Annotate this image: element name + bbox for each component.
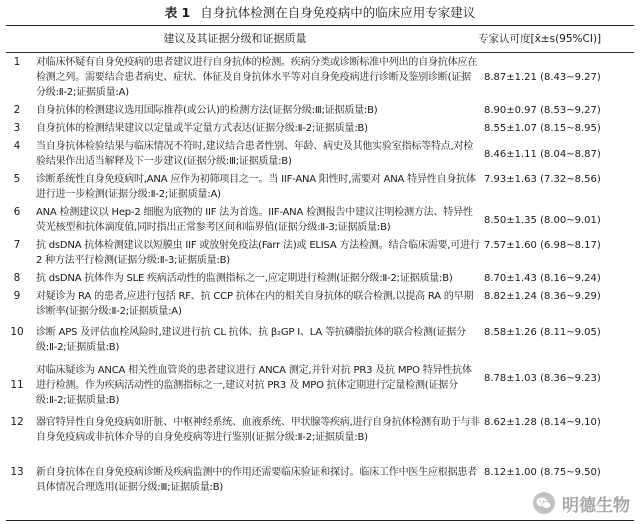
row-recommendation: ANA 检测建议以 Hep-2 细胞为底物的 IIF 法为首选。IIF-ANA 检测报告中建议注明检测方法、特异性荧光核型和抗体滴度值,同时指出正常参考区间和临界值(证据分级:Ⅱ-3;证据质量:B) xyxy=(36,207,473,233)
row-number: 11 xyxy=(10,379,24,391)
row-recommendation: 当自身抗体检验结果与临床情况不符时,建议结合患者性别、年龄、病史及其他实验室指标等特点,对检验结果作出适当解释及下一步建议(证据分级:Ⅲ;证据质量:B) xyxy=(36,141,474,167)
row-recommendation: 器官特异性自身免疫病如肝脏、中枢神经系统、血液系统、甲状腺等疾病,进行自身抗体检测有助于与非自身免疫病或非抗体介导的自身免疫病等进行鉴别(证据分级:Ⅱ-2;证据质量:B) xyxy=(36,417,480,443)
row-score: 8.62±1.28 (8.14~9.10) xyxy=(484,417,601,428)
row-score: 7.57±1.60 (6.98~8.17) xyxy=(484,240,601,251)
table-title-text: 自身抗体检测在自身免疫病中的临床应用专家建议 xyxy=(200,5,476,20)
column-header-recommendation: 建议及其证据分级和证据质量 xyxy=(163,32,307,45)
row-number: 4 xyxy=(13,140,21,152)
row-score: 8.78±1.03 (8.36~9.23) xyxy=(484,373,601,384)
row-score: 8.70±1.43 (8.16~9.24) xyxy=(484,273,601,284)
row-number: 8 xyxy=(13,272,21,284)
wechat-icon xyxy=(532,491,556,515)
bottom-rule xyxy=(6,520,634,521)
row-score: 8.87±1.21 (8.43~9.27) xyxy=(484,72,601,83)
row-number: 6 xyxy=(13,206,21,218)
row-score: 7.93±1.63 (7.32~8.56) xyxy=(484,174,601,185)
row-number: 12 xyxy=(10,416,24,428)
row-score: 8.58±1.26 (8.11~9.05) xyxy=(484,327,601,338)
row-number: 3 xyxy=(13,122,21,134)
row-recommendation: 自身抗体的检测建议选用国际推荐(或公认)的检测方法(证据分级:Ⅲ;证据质量:B) xyxy=(36,105,378,116)
watermark-text: 明德生物 xyxy=(562,495,630,516)
row-number: 9 xyxy=(13,290,21,302)
watermark xyxy=(532,490,630,516)
row-recommendation: 自身抗体的检测结果建议以定量或半定量方式表达(证据分级:Ⅱ-2;证据质量:B) xyxy=(36,123,368,134)
header-rule xyxy=(6,52,634,53)
row-recommendation: 诊断 APS 及评估血栓风险时,建议进行抗 CL 抗体、抗 β₂GP Ⅰ、LA 等抗磷脂抗体的联合检测(证据分级:Ⅱ-2;证据质量:B) xyxy=(36,327,466,353)
row-score: 8.50±1.35 (8.00~9.01) xyxy=(484,215,601,226)
row-number: 13 xyxy=(10,466,24,478)
row-recommendation: 诊断系统性自身免疫病时,ANA 应作为初筛项目之一。当 IIF-ANA 阳性时,需要对 ANA 特异性自身抗体进行进一步检测(证据分级:Ⅱ-2;证据质量:A) xyxy=(36,174,476,200)
row-score: 8.55±1.07 (8.15~8.95) xyxy=(484,123,601,134)
row-recommendation: 抗 dsDNA 抗体检测建议以短膜虫 IIF 或放射免疫法(Farr 法)或 ELISA 方法检测。结合临床需要,可进行 2 种方法平行检测(证据分级:Ⅱ-3;证据质量:B) xyxy=(36,240,480,266)
row-number: 5 xyxy=(13,173,21,185)
row-number: 10 xyxy=(10,326,24,338)
table-title xyxy=(0,2,640,24)
row-score: 8.82±1.24 (8.36~9.29) xyxy=(484,291,601,302)
row-number: 1 xyxy=(13,56,21,68)
row-recommendation: 新自身抗体在自身免疫病诊断及疾病监测中的作用还需要临床验证和探讨。临床工作中医生应根据患者具体情况合理选用(证据分级:Ⅲ;证据质量:B) xyxy=(36,467,477,493)
top-rule xyxy=(6,25,634,26)
row-number: 7 xyxy=(13,239,21,251)
row-recommendation: 对疑诊为 RA 的患者,应进行包括 RF、抗 CCP 抗体在内的相关自身抗体的联合检测,以提高 RA 的早期诊断率(证据分级:Ⅱ-2;证据质量:A) xyxy=(36,291,474,317)
column-header-score: 专家认可度[x̄±s(95%CI)] xyxy=(478,33,602,45)
row-score: 8.90±0.97 (8.53~9.27) xyxy=(484,105,601,116)
row-score: 8.12±1.00 (8.75~9.50) xyxy=(484,467,601,478)
row-number: 2 xyxy=(13,104,21,116)
row-recommendation: 对临床疑诊为 ANCA 相关性血管炎的患者建议进行 ANCA 测定,并针对抗 PR3 及抗 MPO 特异性抗体进行检测。作为疾病活动性的监测指标之一,建议对抗 PR3 及 MPO 抗体定期进行定量检测(证据分级:Ⅱ-2;证据质量:B) xyxy=(36,365,472,406)
table-number: 表 1 xyxy=(164,5,191,20)
row-recommendation: 抗 dsDNA 抗体作为 SLE 疾病活动性的监测指标之一,应定期进行检测(证据分级:Ⅱ-2;证据质量:B) xyxy=(36,273,453,284)
row-recommendation: 对临床怀疑有自身免疫病的患者建议进行自身抗体的检测。疾病分类或诊断标准中列出的自身抗体应在检测之列。需要结合患者病史、症状、体征及自身抗体水平等对自身免疫病进行诊断及鉴别诊断(证据分级:Ⅱ-2;证据质量:A) xyxy=(36,57,477,98)
row-score: 8.46±1.11 (8.04~8.87) xyxy=(484,149,601,160)
